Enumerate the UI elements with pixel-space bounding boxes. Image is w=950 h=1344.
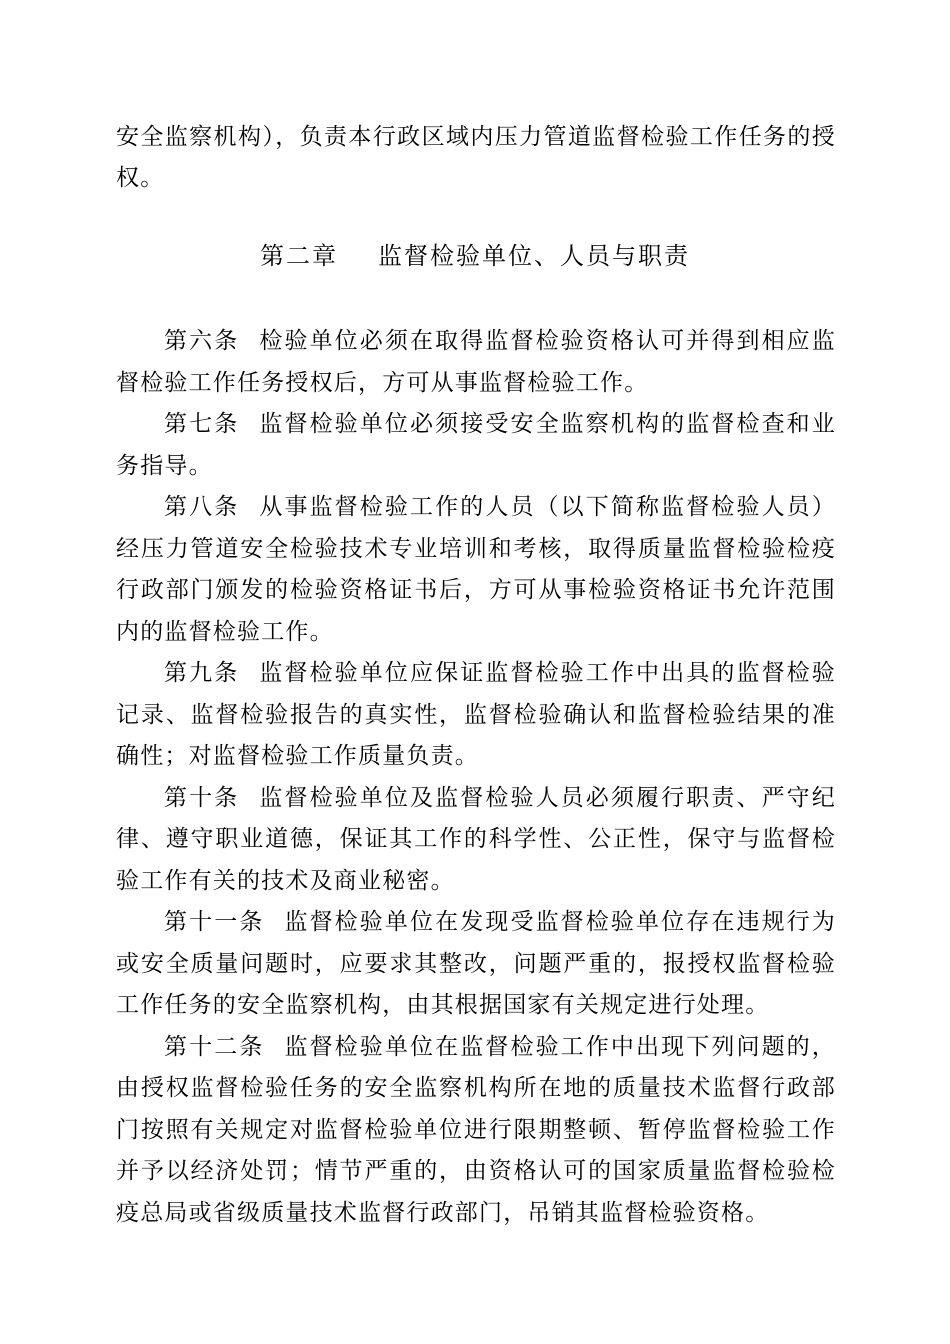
article-12 <box>116 1027 836 1235</box>
article-number: 第九条 <box>164 660 240 686</box>
chapter-title: 监督检验单位、人员与职责 <box>378 242 690 270</box>
article-number: 第十二条 <box>164 1033 265 1060</box>
continuation-paragraph: 安全监察机构），负责本行政区域内压力管道监督检验工作任务的授权。 <box>116 124 836 191</box>
article-text: 监督检验单位在监督检验工作中出现下列问题的，由授权监督检验任务的安全监察机构所在地的质量技术监督行政部门按照有关规定对监督检验单位进行限期整顿、暂停监督检验工作并予以经济处罚；情节严重的，由资格认可的国家质量监督检验检疫总局或省级质量技术监督行政部门，吊销其监督检验资格。 <box>116 1033 836 1226</box>
article-text: 监督检验单位应保证监督检验工作中出具的监督检验记录、监督检验报告的真实性，监督检验确认和监督检验结果的准确性；对监督检验工作质量负责。 <box>116 660 836 769</box>
article-11 <box>116 902 836 1027</box>
article-number: 第六条 <box>164 328 240 354</box>
article-text: 监督检验单位必须接受安全监察机构的监督检查和业务指导。 <box>116 411 836 479</box>
article-number: 第十条 <box>164 784 240 811</box>
article-8 <box>116 487 836 653</box>
chapter-number: 第二章 <box>260 242 338 270</box>
articles-list <box>116 321 836 1234</box>
article-text: 检验单位必须在取得监督检验资格认可并得到相应监督检验工作任务授权后，方可从事监督检验工作。 <box>116 328 836 396</box>
article-text: 监督检验单位及监督检验人员必须履行职责、严守纪律、遵守职业道德，保证其工作的科学性、公正性，保守与监督检验工作有关的技术及商业秘密。 <box>116 784 836 894</box>
chapter-heading <box>0 236 950 276</box>
article-10 <box>116 778 836 903</box>
article-text: 从事监督检验工作的人员（以下简称监督检验人员）经压力管道安全检验技术专业培训和考核，取得质量监督检验检疫行政部门颁发的检验资格证书后，方可从事检验资格证书允许范围内的监督检验工作。 <box>116 494 836 645</box>
article-number: 第八条 <box>164 494 240 520</box>
article-6 <box>116 321 836 404</box>
article-number: 第七条 <box>164 411 240 437</box>
article-9 <box>116 653 836 778</box>
article-text: 监督检验单位在发现受监督检验单位存在违规行为或安全质量问题时，应要求其整改，问题严重的，报授权监督检验工作任务的安全监察机构，由其根据国家有关规定进行处理。 <box>116 909 836 1018</box>
article-number: 第十一条 <box>164 909 265 935</box>
article-7 <box>116 404 836 487</box>
